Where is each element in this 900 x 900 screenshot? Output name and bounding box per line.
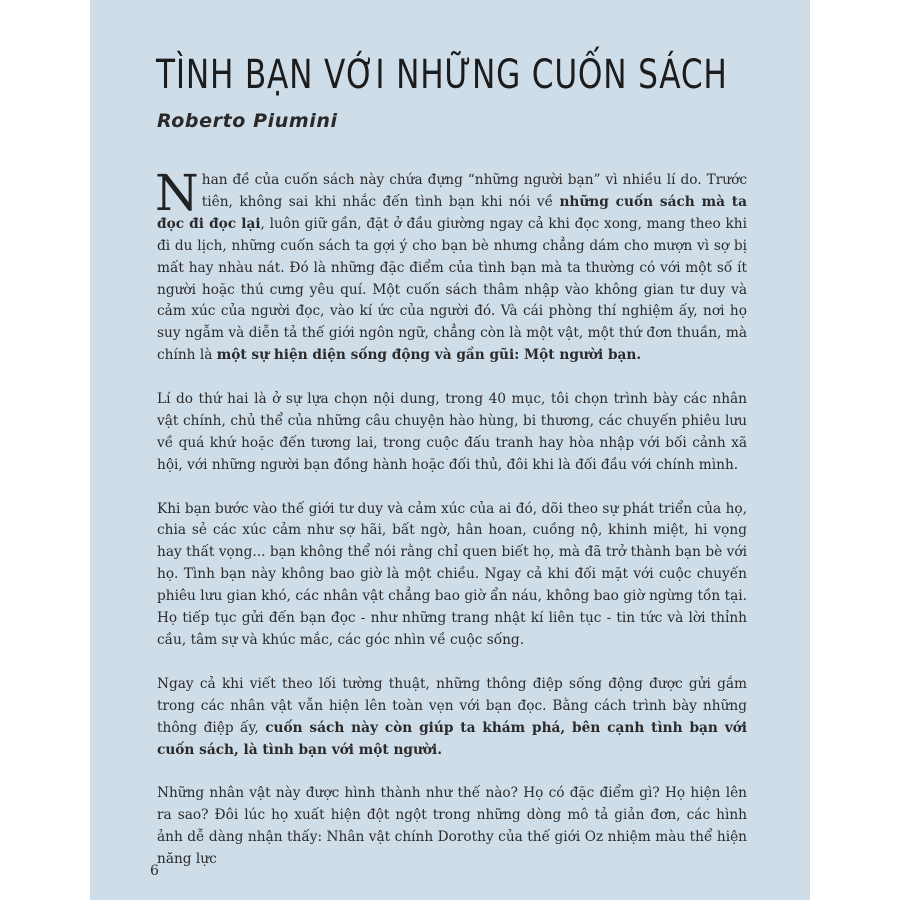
paragraph [157,389,747,477]
paragraph [157,499,747,652]
text-run: Lí do thứ hai là ở sự lựa chọn nội dung, trong 40 mục, tôi chọn trình bày các nhân vật chính, chủ thể của những câu chuyện hào hùng, bi thương, các chuyến phiêu lưu về quá khứ hoặc đến tương lai, trong cuộc đấu tranh hay hòa nhập với bối cảnh xã hội, với những người bạn đồng hành hoặc đối thủ, đôi khi là đối đầu với chính mình. [157,391,747,473]
text-run: Khi bạn bước vào thế giới tư duy và cảm xúc của ai đó, dõi theo sự phát triển của họ, chia sẻ các xúc cảm như sợ hãi, bất ngờ, hân hoan, cuồng nộ, khinh miệt, hi vọng hay thất vọng... bạn không thể nói rằng chỉ quen biết họ, mà đã trở thành bạn bè với họ. Tình bạn này không bao giờ là một chiều. Ngay cả khi đối mặt với cuộc chuyến phiêu lưu gian khó, các nhân vật chẳng bao giờ ẩn náu, không bao giờ ngừng tồn tại. Họ tiếp tục gửi đến bạn đọc - như những trang nhật kí liên tục - tin tức và lời thỉnh cầu, tâm sự và khúc mắc, các góc nhìn về cuộc sống. [157,500,747,648]
paragraph [157,674,747,762]
text-run: , luôn giữ gần, đặt ở đầu giường ngay cả khi đọc xong, mang theo khi đi du lịch, những cuốn sách ta gợi ý cho bạn bè nhưng chẳng dám cho mượn vì sợ bị mất hay nhàu nát. Đó là những đặc điểm của tình bạn mà ta thường có với một số ít người hoặc thú cưng yêu quí. Một cuốn sách thâm nhập vào không gian tư duy và cảm xúc của người đọc, vào kí ức của người đó. Và cái phòng thí nghiệm ấy, nơi họ suy ngẫm và diễn tả thế giới ngôn ngữ, chẳng còn là một vật, một thứ đơn thuần, mà chính là [157,215,747,364]
page-number: 6 [150,863,159,879]
book-page [90,0,810,900]
text-run: Ngay cả khi viết theo lối tường thuật, những thông điệp sống động được gửi gắm trong các nhân vật vẫn hiện lên toàn vẹn với bạn đọc. Bằng cách trình bày những thông điệp ấy, [157,675,747,736]
paragraph [155,164,747,367]
drop-cap: N [155,164,199,222]
bold-text-run: cuốn sách này còn giúp ta khám phá, bên cạnh tình bạn với cuốn sách, là tình bạn với một người. [157,719,747,758]
text-run: han đề của cuốn sách này chứa đựng “những người bạn” vì nhiều lí do. Trước tiên, không sai khi nhắc đến tình bạn khi nói về [201,172,747,210]
bold-text-run: những cuốn sách mà ta đọc đi đọc lại [157,193,747,232]
paragraph [157,783,747,871]
chapter-title: TÌNH BẠN VỚI NHỮNG CUỐN SÁCH [156,52,728,98]
bold-text-run: một sự hiện diện sống động và gần gũi: Một người bạn. [216,347,642,364]
author-name: Roberto Piumini [157,110,338,132]
text-run: Những nhân vật này được hình thành như thế nào? Họ có đặc điểm gì? Họ hiện lên ra sao? Đôi lúc họ xuất hiện đột ngột trong những dòng mô tả giản đơn, các hình ảnh dễ dàng nhận thấy: Nhân vật chính Dorothy của thế giới Oz nhiệm màu thể hiện năng lực [157,785,747,868]
body-text [155,164,747,893]
